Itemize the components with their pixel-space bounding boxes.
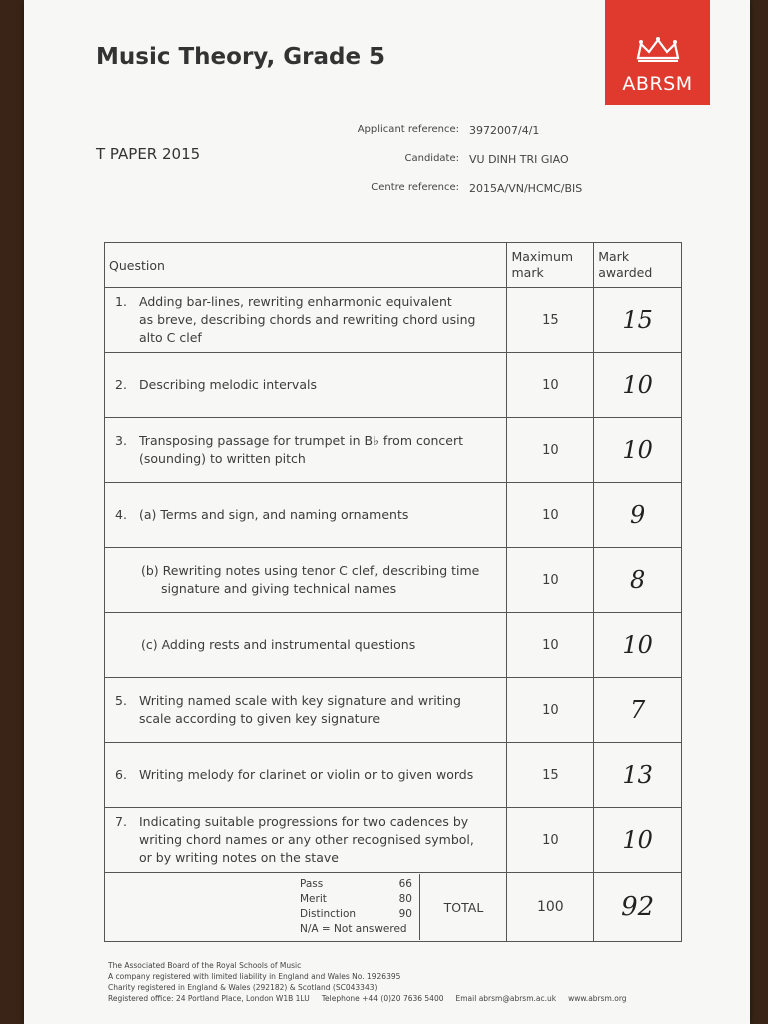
mark-awarded: 10 (594, 418, 682, 483)
table-row (105, 483, 682, 548)
applicant-reference-value: 3972007/4/1 (469, 124, 540, 137)
table-row (105, 288, 682, 353)
question-number: 7. (115, 814, 127, 829)
question-text (105, 808, 507, 873)
table-header (105, 243, 682, 288)
applicant-reference-label: Applicant reference: (357, 124, 459, 135)
total-mark-awarded: 92 (594, 873, 682, 942)
max-mark-header-line2: mark (511, 265, 544, 280)
question-text (105, 548, 507, 613)
question-line-text: (b) Rewriting notes using tenor C clef, describing time (141, 563, 480, 578)
max-mark: 10 (507, 353, 594, 418)
max-mark-header (507, 243, 594, 288)
table-row (105, 808, 682, 873)
mark-awarded-header (594, 243, 682, 288)
total-max-mark: 100 (507, 873, 594, 942)
question-text (105, 418, 507, 483)
max-mark: 10 (507, 548, 594, 613)
max-mark: 15 (507, 288, 594, 353)
question-text (105, 743, 507, 808)
grade-boundary (300, 877, 412, 892)
question-line-text: Transposing passage for trumpet in B♭ from concert (139, 433, 464, 448)
mark-awarded-header-line1: Mark (598, 249, 630, 264)
max-mark: 10 (507, 808, 594, 873)
grade-label: Pass (300, 878, 324, 890)
max-mark: 10 (507, 678, 594, 743)
table-row (105, 678, 682, 743)
logo-text: ABRSM (622, 73, 693, 95)
paper-name: T PAPER 2015 (96, 145, 201, 163)
question-line: writing chord names or any other recognised symbol, (139, 832, 474, 847)
grade-value: 90 (398, 908, 412, 920)
crown-icon (635, 36, 681, 62)
max-mark: 10 (507, 613, 594, 678)
footer-contact (108, 993, 718, 1004)
mark-awarded: 10 (594, 808, 682, 873)
question-text (105, 483, 507, 548)
candidate-row (324, 153, 582, 182)
question-line: (sounding) to written pitch (139, 451, 306, 466)
table-row (105, 418, 682, 483)
question-line-text: Indicating suitable progressions for two cadences by (139, 814, 469, 829)
table-row (105, 743, 682, 808)
total-row (105, 873, 682, 942)
footer-office: Registered office: 24 Portland Place, London W1B 1LU (108, 994, 310, 1003)
question-line-text: Describing melodic intervals (139, 377, 317, 392)
max-mark: 10 (507, 418, 594, 483)
candidate-label: Candidate: (404, 153, 459, 164)
applicant-reference-row (324, 124, 582, 153)
question-line (115, 813, 496, 831)
mark-awarded: 7 (594, 678, 682, 743)
mark-sheet (24, 0, 750, 1024)
question-line (115, 432, 496, 450)
grade-label: Merit (300, 893, 327, 905)
grade-list (105, 874, 419, 940)
mark-awarded: 10 (594, 353, 682, 418)
question-line-text: Adding bar-lines, rewriting enharmonic equivalent (139, 294, 452, 309)
question-line: signature and giving technical names (161, 581, 397, 596)
question-line (115, 376, 496, 394)
total-label: TOTAL (419, 874, 506, 940)
question-line (115, 692, 496, 710)
footer-phone: Telephone +44 (0)20 7636 5400 (321, 994, 444, 1003)
question-text (105, 288, 507, 353)
mark-awarded: 9 (594, 483, 682, 548)
question-line: or by writing notes on the stave (139, 850, 339, 865)
abrsm-logo (605, 0, 710, 105)
grade-label: Distinction (300, 908, 357, 920)
question-line (115, 636, 496, 654)
grade-boundaries (105, 873, 507, 942)
table-row (105, 548, 682, 613)
question-number: 5. (115, 693, 127, 708)
question-line (115, 766, 496, 784)
mark-awarded: 10 (594, 613, 682, 678)
grade-boundary (300, 907, 412, 922)
centre-reference-label: Centre reference: (371, 182, 459, 193)
marks-table (104, 242, 682, 942)
question-line: alto C clef (139, 330, 202, 345)
mark-awarded: 8 (594, 548, 682, 613)
max-mark: 10 (507, 483, 594, 548)
applicant-details (324, 124, 582, 211)
footer-email: Email abrsm@abrsm.ac.uk (455, 994, 557, 1003)
footer-web: www.abrsm.org (568, 994, 627, 1003)
question-line-text: Writing melody for clarinet or violin or to given words (139, 767, 474, 782)
centre-reference-row (324, 182, 582, 211)
mark-awarded-header-line2: awarded (598, 265, 653, 280)
grade-value: 66 (398, 878, 412, 890)
max-mark: 15 (507, 743, 594, 808)
max-mark-header-line1: Maximum (511, 249, 574, 264)
question-line-text: (c) Adding rests and instrumental questions (141, 637, 416, 652)
question-number: 2. (115, 377, 127, 392)
footer-line-3: Charity registered in England & Wales (292182) & Scotland (SC043343) (108, 983, 378, 992)
question-text (105, 353, 507, 418)
question-number: 3. (115, 433, 127, 448)
footer-line-2: A company registered with limited liability in England and Wales No. 1926395 (108, 972, 401, 981)
candidate-value: VU DINH TRI GIAO (469, 153, 569, 166)
footer-line-1: The Associated Board of the Royal Schools of Music (108, 961, 302, 970)
table-row (105, 353, 682, 418)
question-line (115, 293, 496, 311)
question-text (105, 613, 507, 678)
question-line-text: Writing named scale with key signature and writing (139, 693, 461, 708)
question-line: as breve, describing chords and rewriting chord using (139, 312, 476, 327)
question-line (115, 562, 496, 580)
question-number: 6. (115, 767, 127, 782)
question-header: Question (105, 243, 507, 288)
question-line: scale according to given key signature (139, 711, 381, 726)
table-row (105, 613, 682, 678)
question-text (105, 678, 507, 743)
question-line (115, 506, 496, 524)
grade-boundary (300, 892, 412, 907)
centre-reference-value: 2015A/VN/HCMC/BIS (469, 182, 583, 195)
mark-awarded: 15 (594, 288, 682, 353)
page-title: Music Theory, Grade 5 (96, 44, 386, 70)
grade-value: 80 (398, 893, 412, 905)
mark-awarded: 13 (594, 743, 682, 808)
footer (108, 960, 718, 1004)
question-number: 1. (115, 294, 127, 309)
question-number: 4. (115, 507, 127, 522)
na-note: N/A = Not answered (300, 923, 407, 935)
question-line-text: (a) Terms and sign, and naming ornaments (139, 507, 409, 522)
